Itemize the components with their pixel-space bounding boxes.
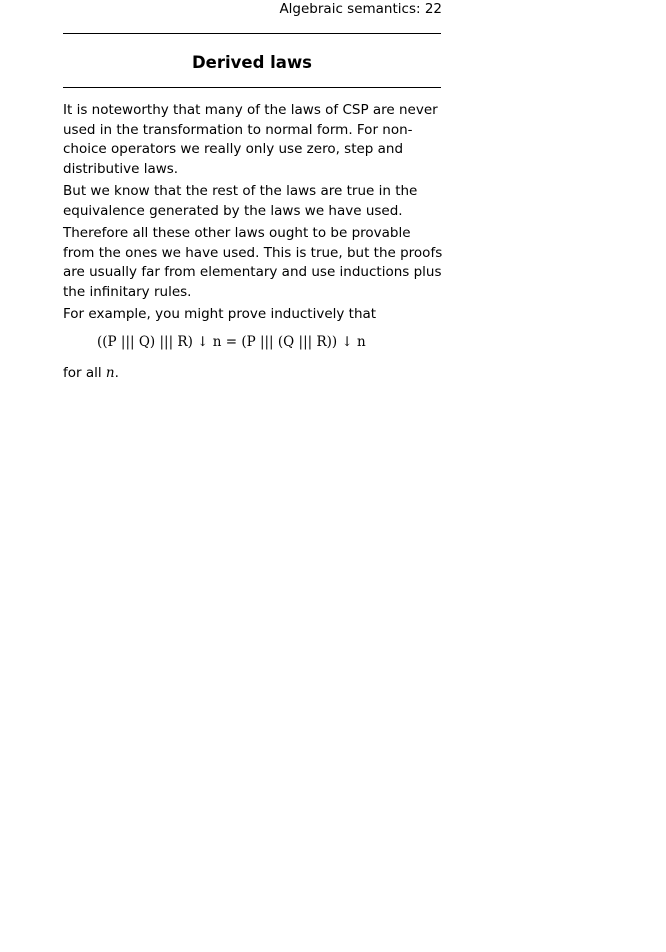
paragraph-equivalence: But we know that the rest of the laws are true in the equivalence generated by the laws we have used.: [63, 183, 418, 219]
slide-body: [63, 101, 445, 387]
title-bottom-rule: [63, 87, 441, 88]
paragraph-provable: Therefore all these other laws ought to be provable from the ones we have used. This is true, but the proofs are usually far from elementary and use inductions plus the infinitary rules.: [63, 225, 443, 300]
slide-title: Derived laws: [191, 53, 313, 72]
closing-suffix: .: [114, 365, 119, 381]
running-header: Algebraic semantics: 22: [279, 1, 442, 17]
paragraph-closing: [63, 364, 445, 384]
paragraph-example-intro: For example, you might prove inductively that: [63, 306, 377, 322]
closing-prefix: for all: [63, 365, 106, 381]
closing-variable: n: [105, 365, 115, 381]
interleaving-associativity-formula: ((P ||| Q) ||| R) ↓ n = (P ||| (Q ||| R)) ↓ n: [97, 333, 366, 350]
title-top-rule: [63, 33, 441, 34]
paragraph-laws-unused: It is noteworthy that many of the laws of CSP are never used in the transformation to normal form. For non-choice operators we really only use zero, step and distributive laws.: [63, 102, 438, 177]
